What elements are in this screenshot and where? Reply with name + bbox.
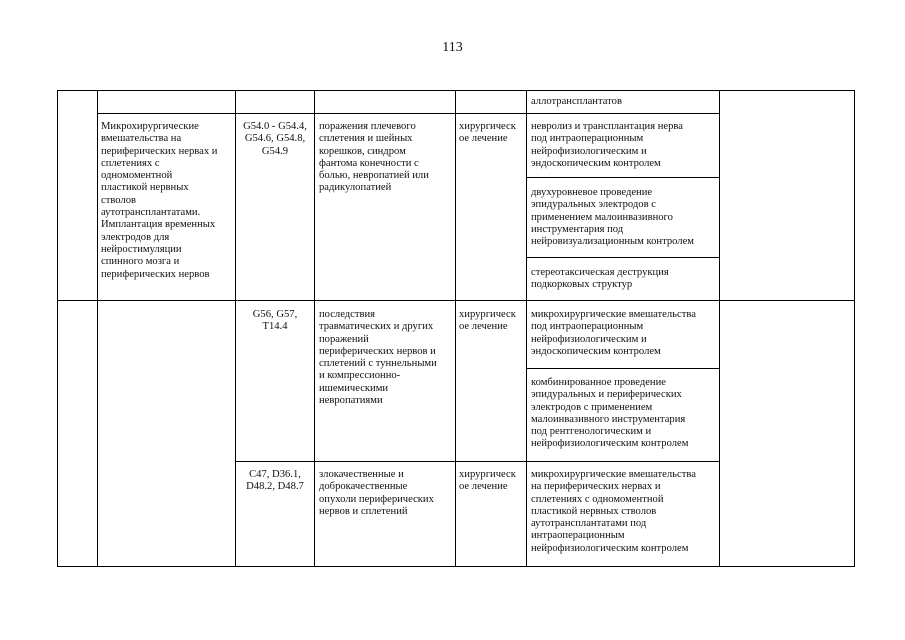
method-divider	[526, 257, 719, 258]
icd-codes-cell: G54.0 - G54.4, G54.6, G54.8, G54.9	[243, 121, 307, 157]
treatment-type-cell: хирургическ ое лечение	[459, 309, 516, 333]
intervention-name-cell: Микрохирургические вмешательства на периферических нервах и сплетениях с одномоментной пластикой нервных стволов аутотрансплантатами. Имплантация временных электродов для нейростимуляции спинного мозга и периферических нервов	[101, 121, 218, 280]
table-left-border	[57, 90, 58, 567]
icd-codes-cell: C47, D36.1, D48.2, D48.7	[246, 469, 304, 493]
column-divider	[526, 90, 527, 567]
icd-codes-cell: G56, G57, T14.4	[252, 309, 298, 333]
method-cell: невролиз и трансплантация нерва под интраоперационным нейрофизиологическим и эндоскопическим контролем	[531, 121, 683, 169]
column-divider	[719, 90, 720, 567]
table-top-border	[57, 90, 855, 91]
row-divider	[235, 461, 719, 462]
method-cell: микрохирургические вмешательства под интраоперационным нейрофизиологическим и эндоскопическим контролем	[531, 309, 696, 357]
method-cell: микрохирургические вмешательства на периферических нервах и сплетениях с одномоментной пластикой нервных стволов аутотрансплантатами под интраоперационным нейрофизиологическим контролем	[531, 469, 696, 554]
row-divider	[57, 300, 855, 301]
page-number: 113	[442, 40, 463, 55]
medical-care-table	[57, 90, 855, 567]
method-cell: двухуровневое проведение эпидуральных электродов с применением малоинвазивного инструментария под нейровизуализационным контролем	[531, 187, 694, 248]
row-divider	[97, 113, 719, 114]
treatment-type-cell: хирургическ ое лечение	[459, 121, 516, 145]
method-cell: аллотрансплантатов	[531, 96, 622, 107]
table-right-border	[854, 90, 855, 567]
column-divider	[97, 90, 98, 567]
method-cell: стереотаксическая деструкция подкорковых структур	[531, 267, 669, 291]
treatment-type-cell: хирургическ ое лечение	[459, 469, 516, 493]
method-cell: комбинированное проведение эпидуральных и периферических электродов с применением малоинвазивного инструментария под рентгенологическим и нейрофизиологическим контролем	[531, 377, 689, 450]
method-divider	[526, 177, 719, 178]
column-divider	[455, 90, 456, 567]
patient-model-cell: поражения плечевого сплетения и шейных корешков, синдром фантома конечности с болью, невропатией или радикулопатией	[319, 121, 429, 194]
table-bottom-border	[57, 566, 855, 567]
patient-model-cell: последствия травматических и других поражений периферических нервов и сплетений с туннельными и компрессионно- ишемическими невропатиями	[319, 309, 437, 407]
patient-model-cell: злокачественные и доброкачественные опухоли периферических нервов и сплетений	[319, 469, 434, 517]
method-divider	[526, 368, 719, 369]
